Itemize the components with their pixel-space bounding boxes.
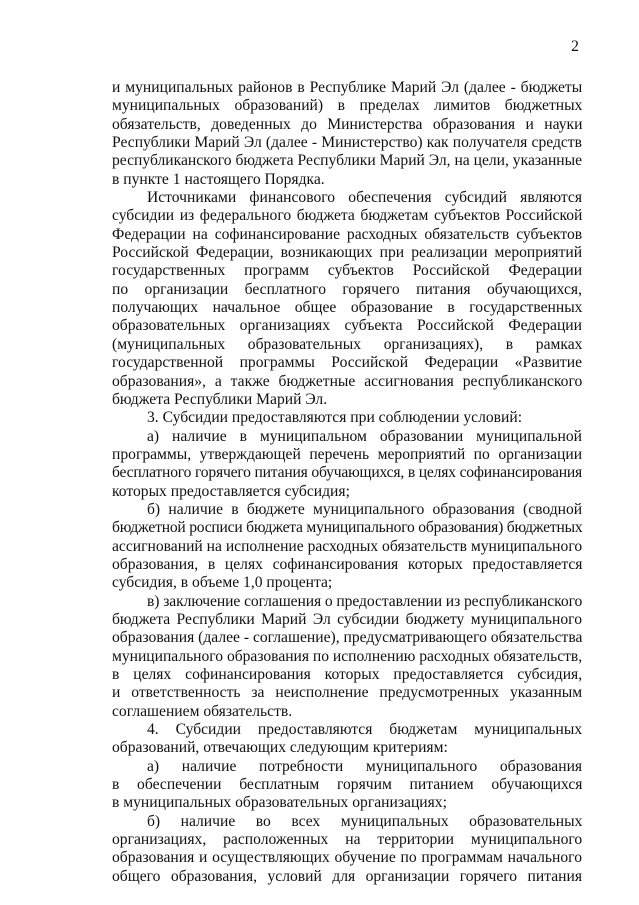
- paragraph: [112, 501, 582, 593]
- text-line: муниципального образования по исполнению расходных обязательств,: [112, 647, 583, 665]
- text-line: б) наличие во всех муниципальных образовательных: [147, 812, 583, 830]
- text-line: образования (далее - соглашение), предусматривающего обязательства: [112, 629, 583, 647]
- text-line: Российской Федерации, возникающих при реализации мероприятий: [112, 244, 583, 262]
- text-line: бесплатного горячего питания обучающихся, в целях софинансирования: [112, 464, 582, 482]
- text-line: бюджета Республики Марий Эл.: [112, 390, 328, 408]
- text-line: в обеспечении бесплатным горячим питанием обучающихся: [112, 776, 583, 794]
- text-line: образования», а также бюджетные ассигнования республиканского: [112, 372, 583, 390]
- text-line: программы, утверждающей перечень мероприятий по организации: [112, 445, 583, 463]
- text-line: государственных программ субъектов Российской Федерации: [112, 262, 583, 280]
- text-line: 4. Субсидии предоставляются бюджетам муниципальных: [147, 721, 583, 739]
- text-line: организациях, расположенных на территории муниципального: [112, 831, 583, 849]
- text-line: Источниками финансового обеспечения субсидий являются: [147, 189, 582, 207]
- page-number: 2: [571, 38, 579, 55]
- text-line: республиканского бюджета Республики Марий Эл, на цели, указанные: [112, 152, 583, 170]
- paragraph: [112, 721, 582, 758]
- text-line: 3. Субсидии предоставляются при соблюдении условий:: [147, 409, 523, 427]
- text-line: а) наличие потребности муниципального образования: [147, 757, 583, 775]
- text-line: по организации бесплатного горячего питания обучающихся,: [112, 280, 582, 298]
- paragraph: [112, 813, 582, 886]
- text-line: в пункте 1 настоящего Порядка.: [112, 170, 325, 188]
- text-line: образования, в целях софинансирования которых предоставляется: [112, 555, 583, 573]
- text-line: государственной программы Российской Федерации «Развитие: [112, 354, 582, 372]
- document-body: [112, 79, 582, 886]
- text-line: и муниципальных районов в Республике Марий Эл (далее - бюджеты: [112, 79, 583, 96]
- text-line: субсидия, в объеме 1,0 процента;: [112, 574, 333, 592]
- text-line: а) наличие в муниципальном образовании муниципальной: [147, 427, 582, 445]
- text-line: и ответственность за неисполнение предусмотренных указанным: [112, 684, 583, 702]
- text-line: (муниципальных образовательных организациях), в рамках: [112, 335, 583, 353]
- text-line: которых предоставляется субсидия;: [112, 482, 350, 500]
- text-line: в целях софинансирования которых предоставляется субсидия,: [112, 666, 583, 683]
- text-line: субсидии из федерального бюджета бюджетам субъектов Российской: [112, 207, 583, 225]
- paragraph: [112, 409, 582, 427]
- text-line: ассигнований на исполнение расходных обязательств муниципального: [112, 537, 583, 555]
- text-line: бюджета Республики Марий Эл субсидии бюджету муниципального: [112, 610, 582, 628]
- text-line: соглашением обязательств.: [112, 702, 293, 720]
- text-line: получающих начальное общее образование в государственных: [112, 299, 583, 317]
- text-line: б) наличие в бюджете муниципального образования (сводной: [147, 500, 583, 518]
- text-line: образования и осуществляющих обучение по программам начального: [112, 849, 582, 867]
- paragraph: [112, 79, 582, 189]
- paragraph: [112, 189, 582, 409]
- text-line: Федерации на софинансирование расходных обязательств субъектов: [112, 225, 583, 243]
- text-line: образовательных организациях субъекта Российской Федерации: [112, 317, 582, 335]
- text-line: Республики Марий Эл (далее - Министерство) как получателя средств: [112, 134, 582, 152]
- text-line: общего образования, условий для организации горячего питания: [112, 867, 582, 885]
- text-line: бюджетной росписи бюджета муниципального образования) бюджетных: [112, 519, 583, 537]
- paragraph: [112, 428, 582, 501]
- text-line: в) заключение соглашения о предоставлении из республиканского: [147, 592, 583, 610]
- text-line: образований, отвечающих следующим критериям:: [112, 739, 448, 757]
- paragraph: [112, 593, 582, 721]
- text-line: обязательств, доведенных до Министерства образования и науки: [112, 115, 583, 133]
- text-line: в муниципальных образовательных организациях;: [112, 794, 447, 812]
- paragraph: [112, 758, 582, 813]
- text-line: муниципальных образований) в пределах лимитов бюджетных: [112, 97, 583, 115]
